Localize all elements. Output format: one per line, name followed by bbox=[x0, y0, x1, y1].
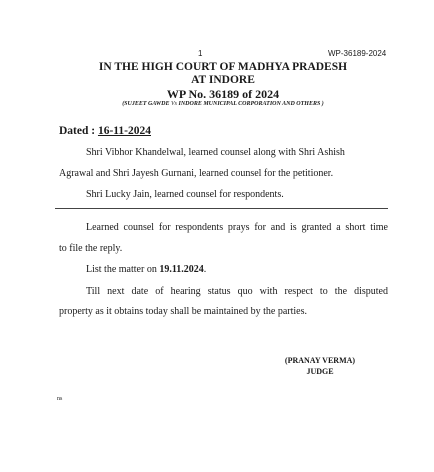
section-divider bbox=[55, 208, 388, 209]
judge-name: (PRANAY VERMA) bbox=[284, 356, 356, 365]
appearance-line-3: Shri Lucky Jain, learned counsel for respondents. bbox=[86, 189, 284, 200]
order-date: 16-11-2024 bbox=[97, 125, 151, 137]
appearance-line-2: Agrawal and Shri Jayesh Gurnani, learned counsel for the petitioner. bbox=[59, 168, 334, 179]
appearance-line-1: Shri Vibhor Khandelwal, learned counsel along with Shri Ashish bbox=[86, 147, 345, 158]
court-name: IN THE HIGH COURT OF MADHYA PRADESH bbox=[98, 61, 348, 73]
listing-suffix: . bbox=[203, 264, 207, 275]
listing-prefix: List the matter on bbox=[86, 264, 160, 275]
versus-label: Vs bbox=[170, 101, 177, 107]
typist-initials: ns bbox=[57, 396, 63, 402]
judge-title: JUDGE bbox=[306, 367, 334, 376]
dated-label: Dated : bbox=[59, 125, 98, 137]
case-number: WP No. 36189 of 2024 bbox=[166, 87, 280, 101]
next-hearing-date: 19.11.2024 bbox=[159, 264, 204, 275]
order-para-1-line-2: to file the reply. bbox=[59, 243, 123, 254]
listing-line bbox=[86, 263, 206, 276]
case-reference: WP-36189-2024 bbox=[328, 49, 387, 58]
parties-line bbox=[0, 101, 434, 107]
order-para-3-line-2: property as it obtains today shall be maintained by the parties. bbox=[59, 306, 307, 317]
bench-location: AT INDORE bbox=[191, 74, 255, 86]
respondent-name: INDORE MUNICIPAL CORPORATION AND OTHERS ) bbox=[178, 101, 324, 107]
order-para-1-line-1: Learned counsel for respondents prays for and is granted a short time bbox=[86, 222, 388, 233]
order-para-3-line-1: Till next date of hearing status quo with respect to the disputed bbox=[86, 286, 388, 297]
dated-line bbox=[59, 125, 151, 137]
petitioner-name: (SUJEET GAWDE bbox=[122, 101, 170, 107]
page-number: 1 bbox=[198, 49, 203, 58]
